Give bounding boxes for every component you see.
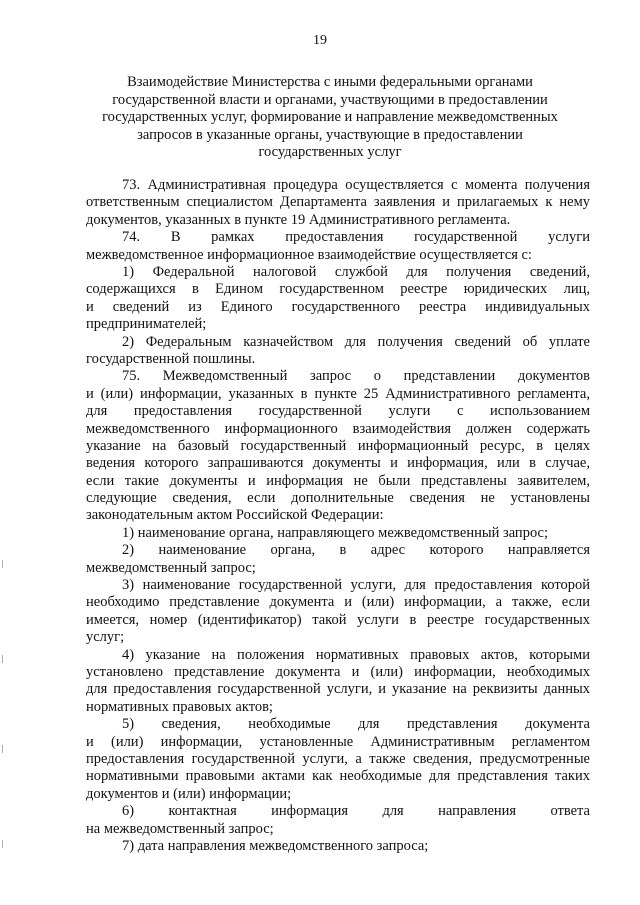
paragraph-line: 74. В рамках предоставления государственной услуги (122, 229, 590, 246)
paragraph-line: содержащихся в Едином государственном реестре юридических лиц, (86, 281, 590, 298)
paragraph-line: для предоставления государственной услуги, и указание на реквизиты данных (86, 681, 590, 698)
paragraph (86, 368, 590, 525)
scan-margin-mark (2, 840, 8, 848)
paragraph-line: и (или) информации, установленные Административным регламентом (86, 733, 590, 750)
paragraph-line: 2) Федеральным казначейством для получения сведений об уплате (122, 333, 590, 350)
paragraph-line: 6) контактная информация для направления ответа (122, 803, 590, 820)
paragraph (86, 803, 590, 838)
paragraph (86, 525, 590, 542)
paragraph (86, 716, 590, 803)
paragraph (86, 838, 590, 855)
section-heading-line: государственных услуг, формирование и направление межведомственных (102, 109, 558, 126)
paragraph-line: предпринимателей; (86, 316, 207, 333)
paragraph-line: ответственным специалистом Департамента заявления и прилагаемых к нему (86, 194, 590, 211)
paragraph-line: ведения которого запрашиваются документы и информация, или в случае, (86, 455, 590, 472)
paragraph-line: для предоставления государственной услуги с использованием (86, 403, 590, 420)
paragraph (86, 647, 590, 717)
paragraph-line: межведомственное информационное взаимодействие осуществляется с: (86, 246, 532, 263)
paragraph-line: если такие документы и информация не были представлены заявителем, (86, 472, 590, 489)
paragraph-line: 5) сведения, необходимые для представления документа (122, 716, 590, 733)
paragraph-line: необходимо представление документа и (или) информации, а также, если (86, 594, 590, 611)
paragraph-line: 2) наименование органа, в адрес которого направляется (122, 542, 590, 559)
paragraph-line: нормативных правовых актов; (86, 698, 273, 715)
paragraph (86, 542, 590, 577)
paragraph-line: 7) дата направления межведомственного запроса; (122, 838, 429, 855)
paragraph-line: имеется, номер (идентификатор) такой услуги в реестре государственных (86, 611, 590, 628)
paragraph-line: межведомственного информационного взаимодействия должен содержать (86, 420, 590, 437)
paragraph (86, 177, 590, 229)
section-heading (80, 74, 580, 162)
paragraph (86, 334, 590, 369)
paragraph-line: следующие сведения, если дополнительные сведения не установлены (86, 490, 590, 507)
scan-margin-mark (2, 745, 8, 753)
paragraph-line: 1) наименование органа, направляющего межведомственный запрос; (122, 524, 549, 541)
paragraph-line: 3) наименование государственной услуги, для предоставления которой (122, 577, 590, 594)
paragraph (86, 577, 590, 647)
section-heading-line: государственных услуг (258, 144, 402, 161)
paragraph-line: нормативными правовыми актами как необходимые для представления таких (86, 768, 590, 785)
paragraph-line: документов, указанных в пункте 19 Административного регламента. (86, 211, 511, 228)
scan-margin-mark (2, 655, 8, 663)
paragraph-line: государственной пошлины. (86, 350, 256, 367)
paragraph-line: указание на базовый государственный информационный ресурс, в целях (86, 437, 590, 454)
paragraph-line: документов и (или) информации; (86, 785, 292, 802)
paragraph-line: и (или) информации, указанных в пункте 25 Административного регламента, (86, 385, 590, 402)
paragraph-line: и сведений из Единого государственного реестра индивидуальных (86, 298, 590, 315)
section-heading-line: Взаимодействие Министерства с иными федеральными органами (127, 74, 533, 90)
paragraph-line: межведомственный запрос; (86, 559, 256, 576)
paragraph-line: услуг; (86, 629, 125, 646)
paragraph-line: на межведомственный запрос; (86, 820, 274, 837)
paragraph-line: 75. Межведомственный запрос о представлении документов (122, 368, 590, 385)
paragraph (86, 229, 590, 264)
scan-margin-mark (2, 560, 8, 568)
section-heading-line: государственной власти и органами, участвующими в предоставлении (112, 91, 548, 108)
paragraph-line: установлено представление документа и (или) информации, необходимых (86, 664, 590, 681)
paragraph-line: законодательным актом Российской Федерации: (86, 507, 384, 524)
page-number: 19 (313, 33, 327, 48)
paragraph-line: 1) Федеральной налоговой службой для получения сведений, (122, 263, 590, 280)
document-body (86, 177, 590, 855)
paragraph (86, 264, 590, 334)
section-heading-line: запросов в указанные органы, участвующие в предоставлении (137, 126, 523, 143)
paragraph-line: 4) указание на положения нормативных правовых актов, которыми (122, 646, 590, 663)
paragraph-line: предоставления государственной услуги, а также сведения, предусмотренные (86, 751, 590, 768)
paragraph-line: 73. Административная процедура осуществляется с момента получения (122, 177, 590, 193)
